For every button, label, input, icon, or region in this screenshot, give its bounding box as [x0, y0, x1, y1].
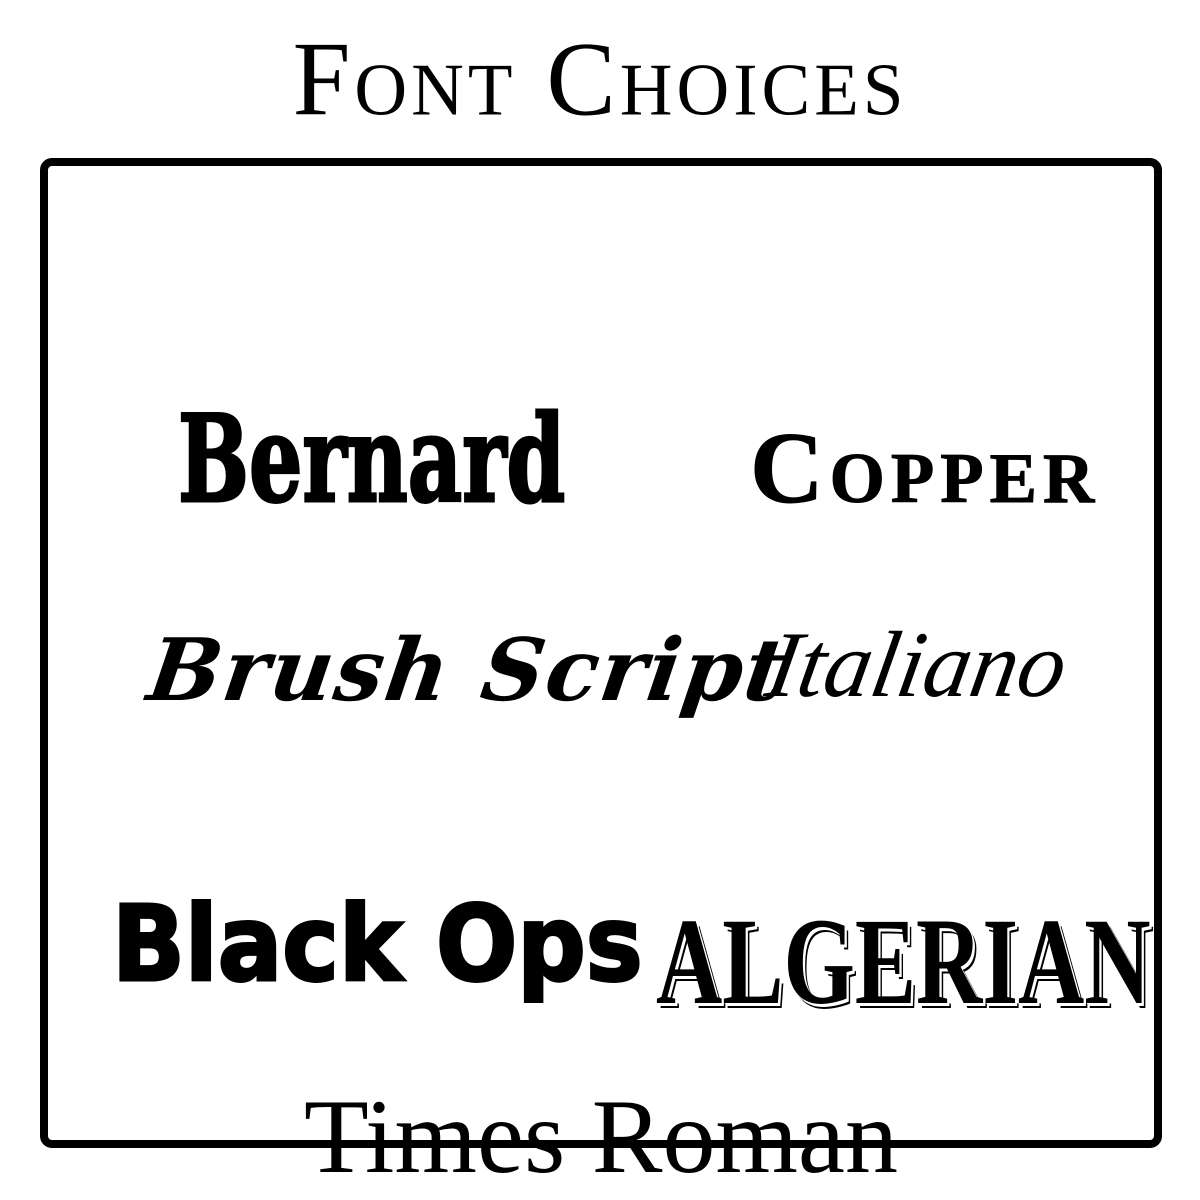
font-samples-box [40, 158, 1162, 1195]
font-sample-times-roman: Times Roman [304, 1078, 898, 1195]
font-sample-bernard: Bernard [178, 389, 566, 530]
font-sample-copper: Copper [750, 412, 1101, 525]
font-sample-italiano: Italiano [759, 613, 1076, 717]
page-title: Font Choices [292, 20, 908, 139]
font-sample-brush-script: Brush Script [142, 620, 794, 721]
font-sample-algerian: ALGERIAN [656, 893, 1151, 1030]
font-sample-black-ops: Black Ops [112, 883, 643, 1005]
